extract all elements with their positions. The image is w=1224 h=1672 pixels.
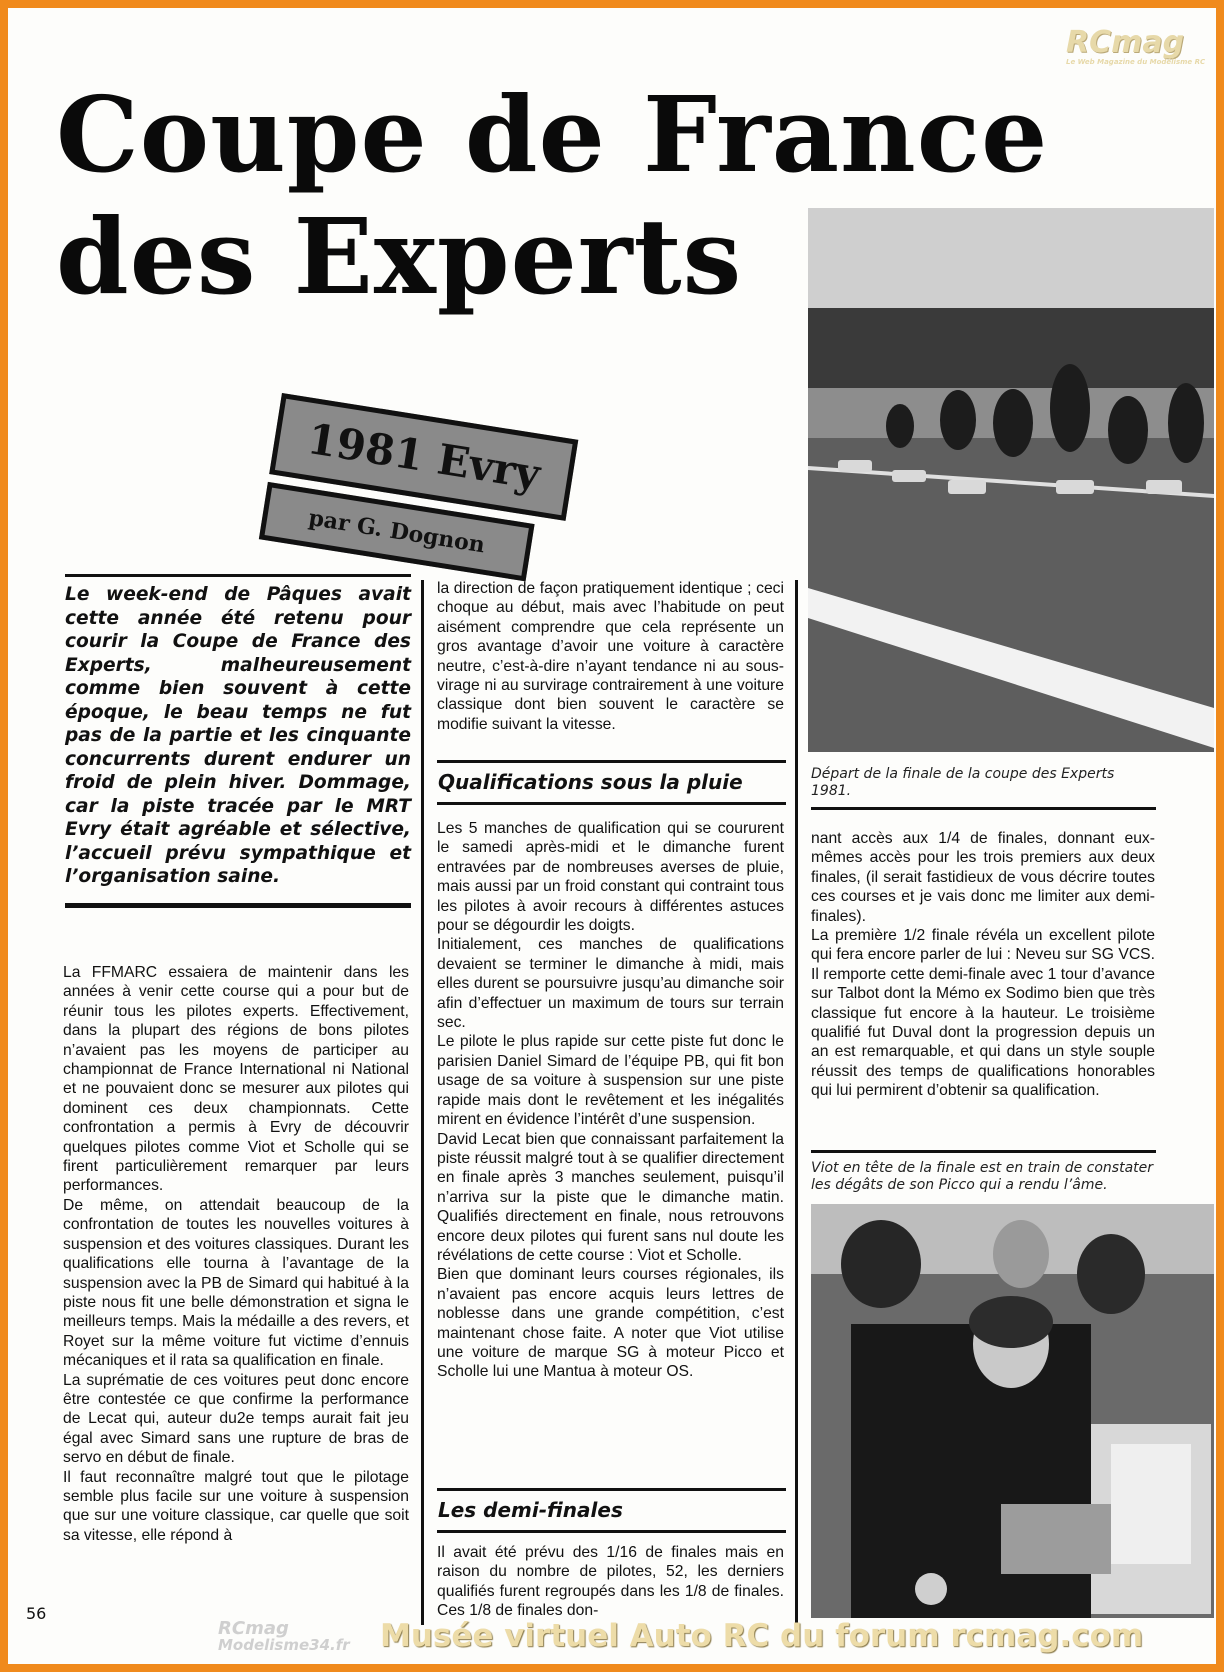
event-badge-label: 1981 Evry [269,393,578,521]
paragraph: La FFMARC essaiera de maintenir dans les années à venir cette course qui a pour but de réunir tous les pilotes experts. Effectivement, dans la plupart des régions de bons pilotes n’avaient pas les moyens de participer au championnat de France International ni National et ne pouvaient donc se mesurer aux pilotes qui dominent ces deux championnats. Cette confrontation a permis à Evry de découvrir quelques pilotes comme Viot et Scholle qui se firent particulièrement remarquer par leurs performances. [63,964,409,1195]
magazine-page [8,8,1216,1664]
column-2-bottom [437,1543,784,1621]
column-3 [811,829,1155,1101]
paragraph: Il faut reconnaître malgré tout que le pilotage semble plus facile sur une voiture à suspension que sur une voiture classique, car quelle que soit sa vitesse, elle répond à [63,1468,409,1544]
paragraph: La première 1/2 finale révéla un excellent pilote qui fera encore parler de lui : Neveu sur SG VCS. Il remporte cette demi-finale avec 1 tour d’avance sur Talbot dont la Mémo ex Sodimo bien que très classique fut encore à la hauteur. Le troisième qualifié fut Duval dont la progression depuis un an est remarquable, et qui dans un style souple réussit des temps de qualifications honorables qui lui permirent d’obtenir sa qualification. [811,927,1155,1100]
paragraph: La suprématie de ces voitures peut donc encore être contestée ce que confirme la performance de Lecat qui, auteur du2e temps aurait fait jeu égal avec Simard sans une rupture de bras de servo en début de finale. [63,1371,409,1467]
caption-divider-2 [811,1150,1156,1153]
viot-car-image [811,1204,1214,1618]
section-rule-bottom [437,802,786,805]
museum-watermark: Musée virtuel Auto RC du forum rcmag.com [380,1618,1144,1654]
section-rule-top [437,1488,786,1491]
heading-qualifications: Qualifications sous la pluie [438,770,743,794]
page-number: 56 [26,1604,47,1623]
section-rule-top [437,760,786,763]
column-2-middle [437,819,784,1382]
photo-caption-2: Viot en tête de la finale est en train de constater les dégâts de son Picco qui a rendu l’âme. [811,1160,1154,1193]
photo-race-start [808,208,1214,752]
paragraph: David Lecat bien que connaissant parfaitement la piste réussit malgré tout à se qualifier directement en finale après 3 manches seulement, puisqu’il n’arriva sur la piste que le dimanche matin. Qualifiés directement en finale, nous retrouvons encore deux pilotes qui furent sans nul doute les révélations de cette course : Viot et Scholle. [437,1130,784,1264]
paragraph: Initialement, ces manches de qualifications devaient se terminer le dimanche à midi, mais elles durent se poursuivre jusqu’au dimanche soir afin d’effectuer un maximum de tours sur terrain sec. [437,936,784,1032]
rcmag-logo-text: RCmag [1066,25,1185,60]
caption-divider-1 [811,807,1156,810]
column-divider-2 [795,580,798,1625]
paragraph: nant accès aux 1/4 de finales, donnant eux-mêmes accès pour les trois premiers aux deux finales, (il serait fastidieux de vous décrire toutes ces courses et je vais donc me limiter aux demi-finales). [811,830,1155,925]
event-badge [259,393,578,586]
article-intro: Le week-end de Pâques avait cette année été retenu pour courir la Coupe de France des Experts, malheureusement comme bien souvent à cette époque, le beau temps ne fut pas de la partie et les cinquante concurrents durent endurer un froid de plein hiver. Dommage, car la piste tracée par le MRT Evry était agréable et sélective, l’accueil prévu sympathique et l’organisation saine. [65,574,411,908]
bottom-logo-line2: Modelisme34.fr [218,1636,350,1654]
paragraph: Le pilote le plus rapide sur cette piste fut donc le parisien Daniel Simard de l’équipe PB, qui fit bon usage de sa voiture à suspension sur une piste rapide mais dont le revêtement et les inégalités mirent en évidence l’intérêt d’une suspension. [437,1033,784,1129]
paragraph: Il avait été prévu des 1/16 de finales mais en raison du nombre de pilotes, 52, les derniers qualifiés furent regroupés dans les 1/8 de finales. Ces 1/8 de finales don- [437,1544,784,1620]
photo-viot-car [811,1204,1214,1618]
column-1 [63,963,409,1545]
article-title-line1: Coupe de France [56,73,1049,196]
paragraph: la direction de façon pratiquement identique ; ceci choque au début, mais avec l’habitude on peut aisément comprendre que cela représente un gros avantage d’avoir une voiture à caractère neutre, c’est-à-dire n’ayant tendance ni au sous-virage ni au survirage contrairement à une voiture classique dont bien souvent le caractère se modifie suivant la vitesse. [437,580,784,733]
rcmag-logo-tagline: Le Web Magazine du Modélisme RC [1066,58,1206,66]
paragraph: Les 5 manches de qualification qui se coururent le samedi après-midi et le dimanche furent entravées par de nombreuses averses de pluie, mais aussi par un froid constant qui contraint tous les pilotes à avoir recours à différentes astuces pour se dégourdir les doigts. [437,820,784,935]
byline: par G. Dognon [259,482,535,582]
section-rule-bottom [437,1530,786,1533]
column-divider-1 [421,580,424,1625]
photo-caption-1: Départ de la finale de la coupe des Experts 1981. [811,766,1115,799]
article-title-line2: des Experts [56,195,743,318]
paragraph: De même, on attendait beaucoup de la confrontation de toutes les nouvelles voitures à suspension et des voitures classiques. Durant les qualifications elle tourna à l’avantage de la suspension avec la PB de Simard qui habitué à la piste nous fit une belle démonstration et signa le meilleurs temps. Mais la médaille a des revers, et Royet sur la même voiture fut victime d’ennuis mécaniques et il rata sa qualification en finale. [63,1196,409,1370]
column-2-top [437,579,784,734]
bottom-logo [218,1620,350,1654]
race-start-image [808,208,1214,752]
heading-demi-finales: Les demi-finales [438,1498,623,1522]
bottom-logo-line1: RCmag [218,1618,289,1639]
paragraph: Bien que dominant leurs courses régionales, ils n’avaient pas encore acquis leurs lettres de noblesse dans une grande compétition, c’est maintenant chose faite. A noter que Viot utilise une voiture de marque SG à moteur Picco et Scholle lui une Mantua à moteur OS. [437,1266,784,1381]
rcmag-logo [1066,25,1212,66]
